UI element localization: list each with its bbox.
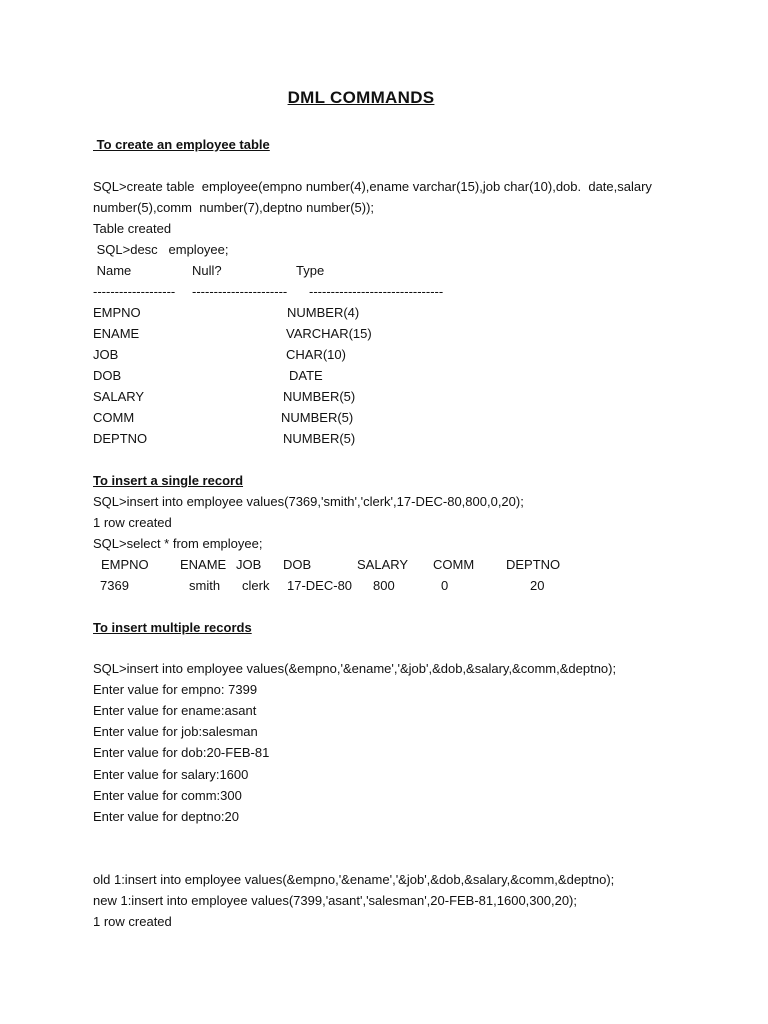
result-cell: 7369 bbox=[100, 578, 129, 593]
desc-row-type: NUMBER(4) bbox=[287, 305, 360, 320]
desc-row-name: SALARY bbox=[93, 389, 145, 404]
prompt-line: Enter value for deptno:20 bbox=[93, 809, 239, 824]
result-cell: 17-DEC-80 bbox=[287, 578, 353, 593]
sql-command-line: SQL>create table employee(empno number(4),ename varchar(15),job char(10),dob. date,salary bbox=[93, 179, 652, 194]
desc-column-header: Name bbox=[93, 263, 132, 278]
result-column-header: ENAME bbox=[180, 557, 227, 572]
prompt-line: Enter value for dob:20-FEB-81 bbox=[93, 745, 270, 760]
desc-separator: ------------------- bbox=[93, 284, 176, 299]
prompt-line: Enter value for job:salesman bbox=[93, 724, 258, 739]
desc-row-name: DOB bbox=[93, 368, 122, 383]
desc-row-name: EMPNO bbox=[93, 305, 141, 320]
sql-result-line: 1 row created bbox=[93, 914, 172, 929]
desc-row-type: VARCHAR(15) bbox=[286, 326, 372, 341]
desc-column-header: Type bbox=[296, 263, 325, 278]
result-cell: clerk bbox=[242, 578, 270, 593]
prompt-line: Enter value for ename:asant bbox=[93, 703, 257, 718]
result-cell: 800 bbox=[373, 578, 395, 593]
result-column-header: SALARY bbox=[357, 557, 409, 572]
result-column-header: EMPNO bbox=[101, 557, 149, 572]
desc-row-name: COMM bbox=[93, 410, 135, 425]
sql-result-line: Table created bbox=[93, 221, 172, 236]
sql-command-line: SQL>select * from employee; bbox=[93, 536, 263, 551]
section-heading-create-table: To create an employee table bbox=[93, 137, 270, 152]
desc-row-type: DATE bbox=[289, 368, 323, 383]
desc-row-type: NUMBER(5) bbox=[281, 410, 354, 425]
old-statement-line: old 1:insert into employee values(&empno,'&ename','&job',&dob,&salary,&comm,&deptno); bbox=[93, 872, 615, 887]
result-cell: 0 bbox=[441, 578, 449, 593]
result-column-header: JOB bbox=[236, 557, 262, 572]
desc-separator: ---------------------- bbox=[192, 284, 288, 299]
sql-result-line: 1 row created bbox=[93, 515, 172, 530]
prompt-line: Enter value for empno: 7399 bbox=[93, 682, 258, 697]
prompt-line: Enter value for salary:1600 bbox=[93, 767, 249, 782]
section-heading-single-insert: To insert a single record bbox=[93, 473, 244, 488]
prompt-line: Enter value for comm:300 bbox=[93, 788, 242, 803]
sql-command-line: SQL>insert into employee values(7369,'smith','clerk',17-DEC-80,800,0,20); bbox=[93, 494, 524, 509]
desc-row-name: DEPTNO bbox=[93, 431, 148, 446]
page-title: DML COMMANDS bbox=[287, 88, 435, 107]
sql-command-line: number(5),comm number(7),deptno number(5)); bbox=[93, 200, 375, 215]
desc-separator: ------------------------------- bbox=[309, 284, 444, 299]
desc-row-type: NUMBER(5) bbox=[283, 389, 356, 404]
result-column-header: DOB bbox=[283, 557, 312, 572]
desc-column-header: Null? bbox=[192, 263, 222, 278]
desc-row-type: CHAR(10) bbox=[286, 347, 346, 362]
result-column-header: DEPTNO bbox=[506, 557, 561, 572]
result-cell: smith bbox=[189, 578, 221, 593]
section-heading-multiple-insert: To insert multiple records bbox=[93, 620, 252, 635]
sql-command-line: SQL>desc employee; bbox=[93, 242, 229, 257]
desc-row-type: NUMBER(5) bbox=[283, 431, 356, 446]
result-cell: 20 bbox=[530, 578, 545, 593]
desc-row-name: JOB bbox=[93, 347, 119, 362]
desc-row-name: ENAME bbox=[93, 326, 140, 341]
result-column-header: COMM bbox=[433, 557, 475, 572]
new-statement-line: new 1:insert into employee values(7399,'asant','salesman',20-FEB-81,1600,300,20); bbox=[93, 893, 577, 908]
sql-command-line: SQL>insert into employee values(&empno,'&ename','&job',&dob,&salary,&comm,&deptno); bbox=[93, 661, 617, 676]
